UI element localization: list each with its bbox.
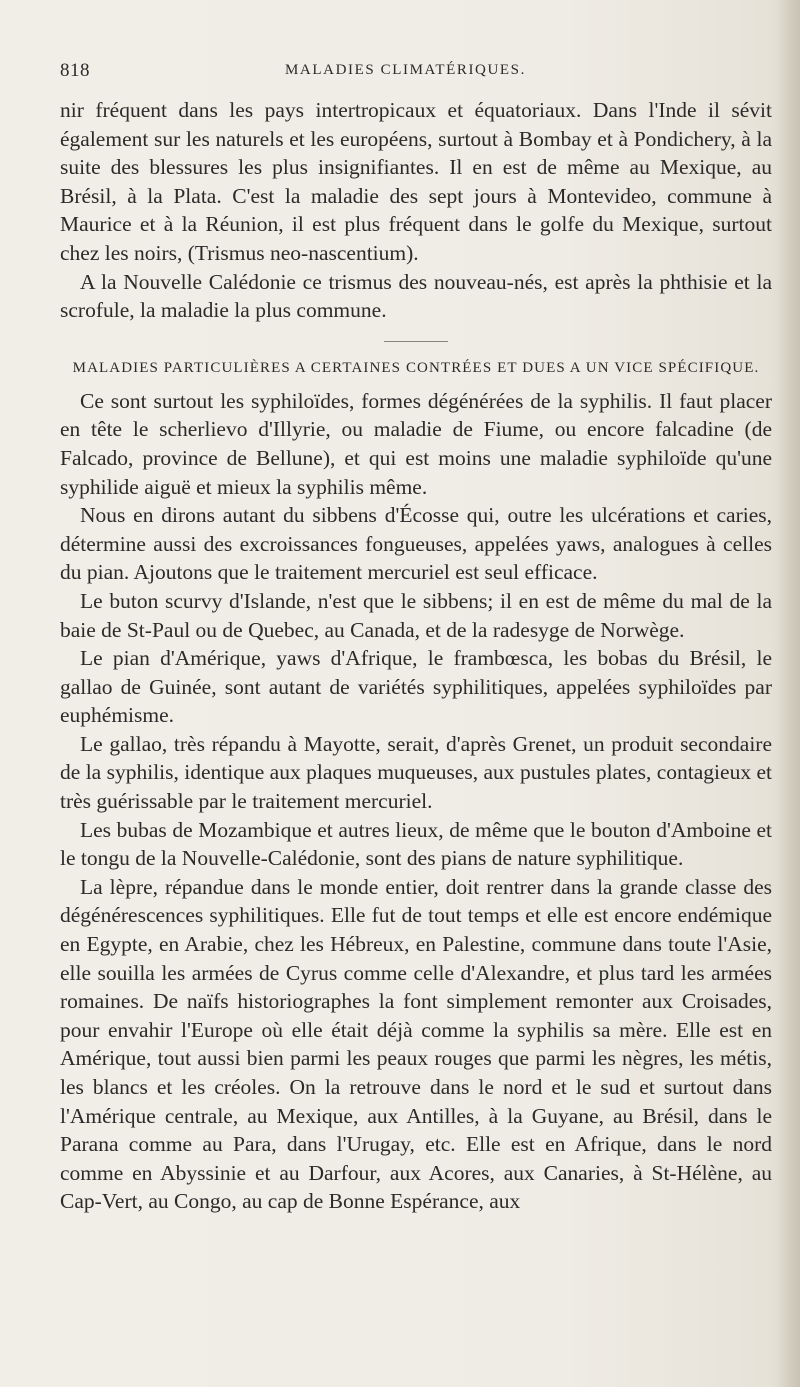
page-header xyxy=(60,60,780,90)
paragraph-bubas: Les bubas de Mozambique et autres lieux, de même que le bouton d'Amboine et le tongu de la Nouvelle-Calédonie, sont des pians de nature syphilitique. xyxy=(60,817,772,871)
page-edge-shadow xyxy=(776,0,800,1387)
running-head: MALADIES CLIMATÉRIQUES. xyxy=(285,62,526,78)
paragraph-pian: Le pian d'Amérique, yaws d'Afrique, le frambœsca, les bobas du Brésil, le gallao de Guinée, sont autant de variétés syphilitiques, appelées syphiloïdes par euphémisme. xyxy=(60,646,772,728)
page-number: 818 xyxy=(60,60,90,81)
paragraph-syphiloides: Ce sont surtout les syphiloïdes, formes dégénérées de la syphilis. Il faut placer en tête le scherlievo d'Illyrie, ou maladie de Fiume, ou encore falcadine (de Falcado, province de Bellune), et qui est moins une maladie syphiloïde qu'une syphilide aiguë et mieux la syphilis même. xyxy=(60,388,772,499)
text-block xyxy=(60,96,772,1216)
section-heading: MALADIES PARTICULIÈRES A CERTAINES CONTRÉES ET DUES A UN VICE SPÉCIFIQUE. xyxy=(72,359,760,376)
paragraph-continuation: nir fréquent dans les pays intertropicaux et équatoriaux. Dans l'Inde il sévit également sur les naturels et les européens, surtout à Bombay et à Pondichery, à la suite des blessures les plus insignifiantes. Il en est de même au Mexique, au Brésil, à la Plata. C'est la maladie des sept jours à Montevideo, commune à Maurice et à la Réunion, il est plus fréquent dans le golfe du Mexique, surtout chez les noirs, (Trismus neo-nascentium). xyxy=(60,98,772,265)
paragraph-gallao: Le gallao, très répandu à Mayotte, serait, d'après Grenet, un produit secondaire de la syphilis, identique aux plaques muqueuses, aux pustules plates, contagieux et très guérissable par le traitement mercuriel. xyxy=(60,731,772,814)
section-divider xyxy=(384,341,448,342)
paragraph-lepre: La lèpre, répandue dans le monde entier, doit rentrer dans la grande classe des dégénérescences syphilitiques. Elle fut de tout temps et elle est encore endémique en Egypte, en Arabie, chez les Hébreux, en Palestine, commune dans toute l'Asie, elle souilla les armées de Cyrus comme celle d'Alexandre, et plus tard les armées romaines. De naïfs historiographes la font simplement remonter aux Croisades, pour envahir l'Europe où elle était déjà comme la syphilis sa mère. Elle est en Amérique, tout aussi bien parmi les peaux rouges que parmi les nègres, les métis, les blancs et les créoles. On la retrouve dans le nord et le sud et surtout dans l'Amérique centrale, au Mexique, aux Antilles, à la Guyane, au Brésil, dans le Parana comme au Para, dans l'Urugay, etc. Elle est en Afrique, dans le nord comme en Abyssinie et au Darfour, aux Acores, aux Canaries, à St-Hélène, au Cap-Vert, au Congo, au cap de Bonne Espérance, aux xyxy=(60,874,772,1214)
paragraph-nouvelle-caledonie: A la Nouvelle Calédonie ce trismus des nouveau-nés, est après la phthisie et la scrofule, la maladie la plus commune. xyxy=(60,269,772,323)
paragraph-sibbens: Nous en dirons autant du sibbens d'Écosse qui, outre les ulcérations et caries, détermine aussi des excroissances fongueuses, appelées yaws, analogues à celles du pian. Ajoutons que le traitement mercuriel est seul efficace. xyxy=(60,503,772,585)
paragraph-buton-scurvy: Le buton scurvy d'Islande, n'est que le sibbens; il en est de même du mal de la baie de St-Paul ou de Quebec, au Canada, et de la radesyge de Norwège. xyxy=(60,588,772,642)
